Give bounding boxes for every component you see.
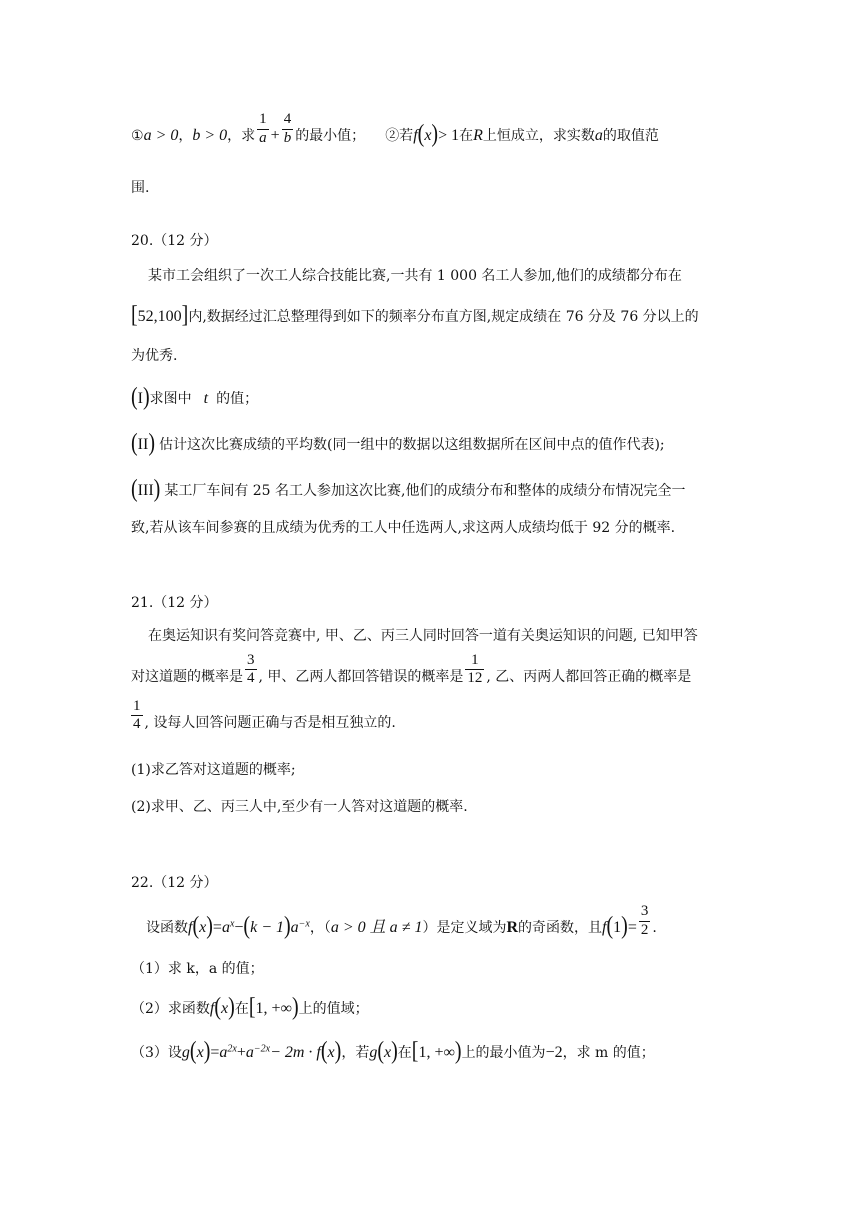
q21-text-d: , 设每人回答问题正确与否是相互独立的. <box>144 714 396 731</box>
cond-text: ）是定义域为 <box>422 920 507 936</box>
sub3-text-a: （3）设 <box>131 1045 182 1061</box>
f-symbol: f <box>209 1000 215 1017</box>
q22-intro: 设函数$f(x)=a^x-(k - 1)a^{-x}$，（a > 0 且 a ≠ 1）是定义域为R的奇函数，且f(1)= $\frac{3}{2}$ . <box>146 903 657 940</box>
fraction-1-4 <box>131 698 143 734</box>
interval: 1, +∞ <box>255 1000 292 1017</box>
plus: + <box>236 1044 246 1061</box>
frac-num: 1 <box>465 652 484 670</box>
minus-2m-f: − 2m · f <box>270 1044 321 1061</box>
fraction-1-over-a <box>257 111 269 147</box>
roman-one: I <box>137 390 143 407</box>
q22-sub-1: （1）求 k，a 的值； <box>131 961 264 977</box>
on-text: 在 <box>459 128 474 144</box>
R-symbol: R <box>473 127 483 144</box>
frac-den: b <box>283 129 292 146</box>
min-value-text: 的最小值； <box>295 128 366 144</box>
frac-num: 3 <box>639 903 651 921</box>
equals: = <box>210 1044 220 1061</box>
g-symbol: g <box>181 1044 190 1061</box>
frac-den: 2 <box>640 921 649 938</box>
fraction-3-4 <box>245 652 257 688</box>
t-symbol: t <box>203 390 209 407</box>
score-interval: 52,100 <box>137 308 182 325</box>
equals: = <box>627 919 637 936</box>
part2-prefix: ②若 <box>385 128 414 144</box>
frac-den: 4 <box>133 716 141 733</box>
plus-sign: + <box>270 127 280 144</box>
R-bold: R <box>506 919 519 936</box>
q20-para-2: 内,数据经过汇总整理得到如下的频率分布直方图,规定成绩在 76 分及 76 分以上的 <box>188 309 699 325</box>
q21-text-b: , 甲、乙两人都回答错误的概率是 <box>258 668 464 685</box>
exp-neg-2x: −2x <box>253 1043 271 1055</box>
x-symbol: x <box>384 1044 392 1061</box>
f-symbol: f <box>413 127 418 144</box>
frac-num: 3 <box>245 652 257 670</box>
gt-one: > 1 <box>438 127 460 144</box>
q22-heading: 22.（12 分） <box>131 875 218 891</box>
part-iii-text: 某工厂车间有 25 名工人参加这次比赛,他们的成绩分布和整体的成绩分布情况完全一 <box>164 483 686 499</box>
frac-den: 4 <box>247 670 255 687</box>
a-symbol: a <box>290 919 299 936</box>
interval: 1, +∞ <box>418 1044 455 1061</box>
a-symbol: a <box>221 919 230 936</box>
q21-sub-2: (2)求甲、乙、丙三人中,至少有一人答对这道题的概率. <box>131 799 468 815</box>
a-symbol: a <box>219 1044 228 1061</box>
b-condition: b > 0 <box>192 127 228 144</box>
minus: − <box>234 919 244 936</box>
x-symbol: x <box>424 127 432 144</box>
fraction-4-over-b <box>282 111 294 147</box>
q22-sub-2: （2）求函数f(x)在[1, +∞)上的值域； <box>131 993 369 1021</box>
exp-x: x <box>229 918 235 930</box>
q20-para-2-line: [52,100]内,数据经过汇总整理得到如下的频率分布直方图,规定成绩在 76 分及 76 分以上的 <box>131 301 699 329</box>
sub3-text-d: 上的最小值为 <box>461 1045 546 1061</box>
q19-range-end: 围. <box>131 180 150 196</box>
neg-two: −2 <box>545 1044 563 1061</box>
one: 1 <box>613 919 622 936</box>
condition-expr: a > 0 且 a ≠ 1 <box>330 919 423 936</box>
f-symbol: f <box>188 919 193 936</box>
roman-three: III <box>137 482 154 499</box>
sub3-text-c: 在 <box>397 1045 412 1061</box>
part-i-text: 求图中 <box>149 391 192 407</box>
frac-num: 1 <box>257 111 269 129</box>
comma: ， <box>227 128 242 144</box>
q21-para-1: 在奥运知识有奖问答竞赛中, 甲、乙、丙三人同时回答一道有关奥运知识的问题, 已知甲答 <box>148 628 698 644</box>
q22-sub-3: （3）设$g(x)=a^{2x}+a^{-2x}- 2m \cdot f(x)$，若g(x)在[1, +∞)上的最小值为−2，求 m 的值； <box>131 1037 655 1065</box>
part2-rest: 上恒成立，求实数 <box>482 128 595 144</box>
a-condition: a > 0 <box>143 127 179 144</box>
a-symbol: a <box>594 127 603 144</box>
f-symbol: f <box>602 919 607 936</box>
sub2-text-c: 上的值域； <box>298 1001 369 1017</box>
x-symbol: x <box>221 1000 229 1017</box>
cond-text-3: 的奇函数，且 <box>518 920 603 936</box>
q20-part-iii-cont: 致,若从该车间参赛的且成绩为优秀的工人中任选两人,求这两人成绩均低于 92 分的概率. <box>131 520 676 536</box>
k-minus-1: k − 1 <box>250 919 284 936</box>
q21-para-3 <box>131 698 396 734</box>
frac-num: 4 <box>282 111 294 129</box>
fraction-1-12 <box>465 652 484 688</box>
frac-num: 1 <box>131 698 143 716</box>
q20-para-1: 某市工会组织了一次工人综合技能比赛,一共有 1 000 名工人参加,他们的成绩都分布在 <box>148 268 682 284</box>
q21-sub-1: (1)求乙答对这道题的概率; <box>131 762 296 778</box>
ask-text: 求 <box>241 128 256 144</box>
a-symbol: a <box>245 1044 254 1061</box>
frac-den: 12 <box>467 670 483 687</box>
intro-text: 设函数 <box>146 920 188 936</box>
exp-2x: 2x <box>227 1043 237 1055</box>
q20-part-i: (I)求图中 t 的值； <box>131 383 259 411</box>
frac-den: a <box>259 129 267 146</box>
roman-two: II <box>137 436 149 453</box>
comma: ， <box>178 128 193 144</box>
q21-text-a: 对这道题的概率是 <box>131 668 243 685</box>
sub3-text-e: ，求 m 的值； <box>562 1045 655 1061</box>
part-i-text2: 的值； <box>216 391 259 407</box>
equals: = <box>212 919 222 936</box>
q20-part-ii: (II) 估计这次比赛成绩的平均数(同一组中的数据以这组数据所在区间中点的值作代表); <box>131 429 665 457</box>
period: . <box>652 920 657 936</box>
q21-heading: 21.（12 分） <box>131 595 218 611</box>
part-ii-text: 估计这次比赛成绩的平均数(同一组中的数据以这组数据所在区间中点的值作代表); <box>159 437 665 453</box>
g-symbol: g <box>369 1044 378 1061</box>
q20-heading: 20.（12 分） <box>131 233 218 249</box>
range-text: 的取值范 <box>602 128 659 144</box>
x-symbol: x <box>199 919 207 936</box>
cond-open: ，（ <box>309 920 331 936</box>
exp-neg-x: −x <box>298 918 310 930</box>
sub2-text-a: （2）求函数 <box>131 1001 210 1017</box>
q20-para-3: 为优秀. <box>131 348 178 364</box>
circled-one: ① <box>131 128 144 144</box>
sub3-text-b: ，若 <box>341 1045 370 1061</box>
x-symbol: x <box>196 1044 204 1061</box>
q20-part-iii: (III) 某工厂车间有 25 名工人参加这次比赛,他们的成绩分布和整体的成绩分布情况完全一 <box>131 475 686 503</box>
fraction-3-2 <box>639 903 651 939</box>
sub2-text-b: 在 <box>234 1001 249 1017</box>
q21-para-2 <box>131 652 692 688</box>
q19-part1-line: ①a > 0，b > 0，求 $\frac{1}{a}$ + $\frac{4}{b}$ 的最小值； ②若f(x)> 1在R上恒成立，求实数a的取值范 <box>131 111 659 148</box>
q21-text-c: , 乙、丙两人都回答正确的概率是 <box>486 668 692 685</box>
x-symbol: x <box>327 1044 335 1061</box>
